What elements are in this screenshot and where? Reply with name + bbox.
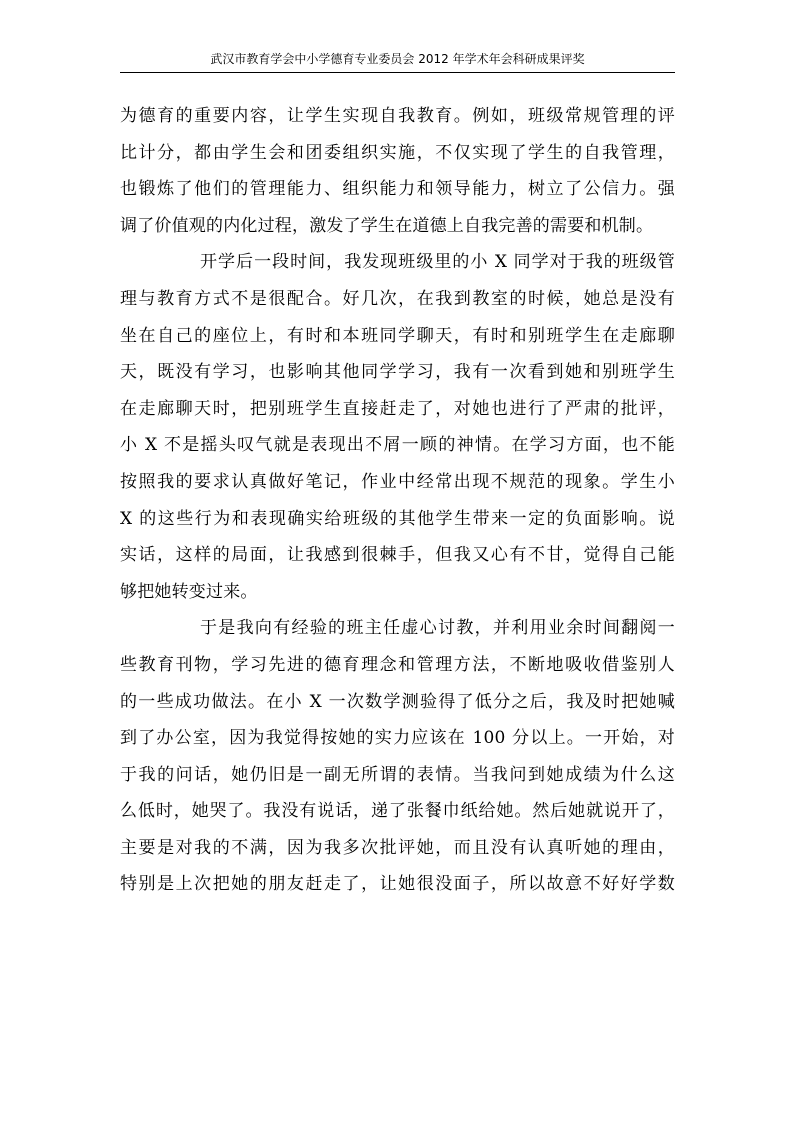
text-line: 在走廊聊天时，把别班学生直接赶走了，对她也进行了严肃的批评， — [120, 398, 675, 419]
text-line: 够把她转变过来。 — [120, 581, 258, 602]
text-line: 按照我的要求认真做好笔记，作业中经常出现不规范的现象。学生小 — [120, 471, 675, 492]
text-line: 的一些成功做法。在小 X 一次数学测验得了低分之后，我及时把她喊 — [120, 691, 675, 712]
text-line: 也锻炼了他们的管理能力、组织能力和领导能力，树立了公信力。强 — [120, 179, 675, 200]
text-line: 实话，这样的局面，让我感到很棘手，但我又心有不甘，觉得自己能 — [120, 545, 675, 566]
body-text — [120, 98, 675, 903]
text-line: 特别是上次把她的朋友赶走了，让她很没面子，所以故意不好好学数 — [120, 874, 675, 895]
text-line: 坐在自己的座位上，有时和本班同学聊天，有时和别班学生在走廊聊 — [120, 325, 675, 346]
text-line: 于我的问话，她仍旧是一副无所谓的表情。当我问到她成绩为什么这 — [120, 764, 675, 785]
text-line: 些教育刊物，学习先进的德育理念和管理方法，不断地吸收借鉴别人 — [120, 654, 675, 675]
header-divider — [120, 72, 675, 73]
text-line: 天，既没有学习，也影响其他同学学习，我有一次看到她和别班学生 — [120, 362, 675, 383]
text-line: 为德育的重要内容，让学生实现自我教育。例如，班级常规管理的评 — [120, 106, 675, 126]
text-line: 调了价值观的内化过程，激发了学生在道德上自我完善的需要和机制。 — [120, 215, 654, 236]
text-line: X 的这些行为和表现确实给班级的其他学生带来一定的负面影响。说 — [120, 508, 675, 529]
text-line: 主要是对我的不满，因为我多次批评她，而且没有认真听她的理由， — [120, 837, 675, 858]
text-line: 么低时，她哭了。我没有说话，递了张餐巾纸给她。然后她就说开了， — [120, 801, 675, 822]
text-line: 到了办公室，因为我觉得按她的实力应该在 100 分以上。一开始，对 — [120, 728, 675, 749]
text-line: 小 X 不是摇头叹气就是表现出不屑一顾的神情。在学习方面，也不能 — [120, 435, 675, 456]
paragraph-first-line: 开学后一段时间，我发现班级里的小 X 同学对于我的班级管 — [200, 252, 675, 273]
text-line: 比计分，都由学生会和团委组织实施，不仅实现了学生的自我管理， — [120, 142, 675, 163]
paragraph-first-line: 于是我向有经验的班主任虚心讨教，并利用业余时间翻阅一 — [200, 618, 675, 639]
text-line: 理与教育方式不是很配合。好几次，在我到教室的时候，她总是没有 — [120, 288, 675, 309]
page-header-title: 武汉市教育学会中小学德育专业委员会 2012 年学术年会科研成果评奖 — [210, 52, 585, 66]
